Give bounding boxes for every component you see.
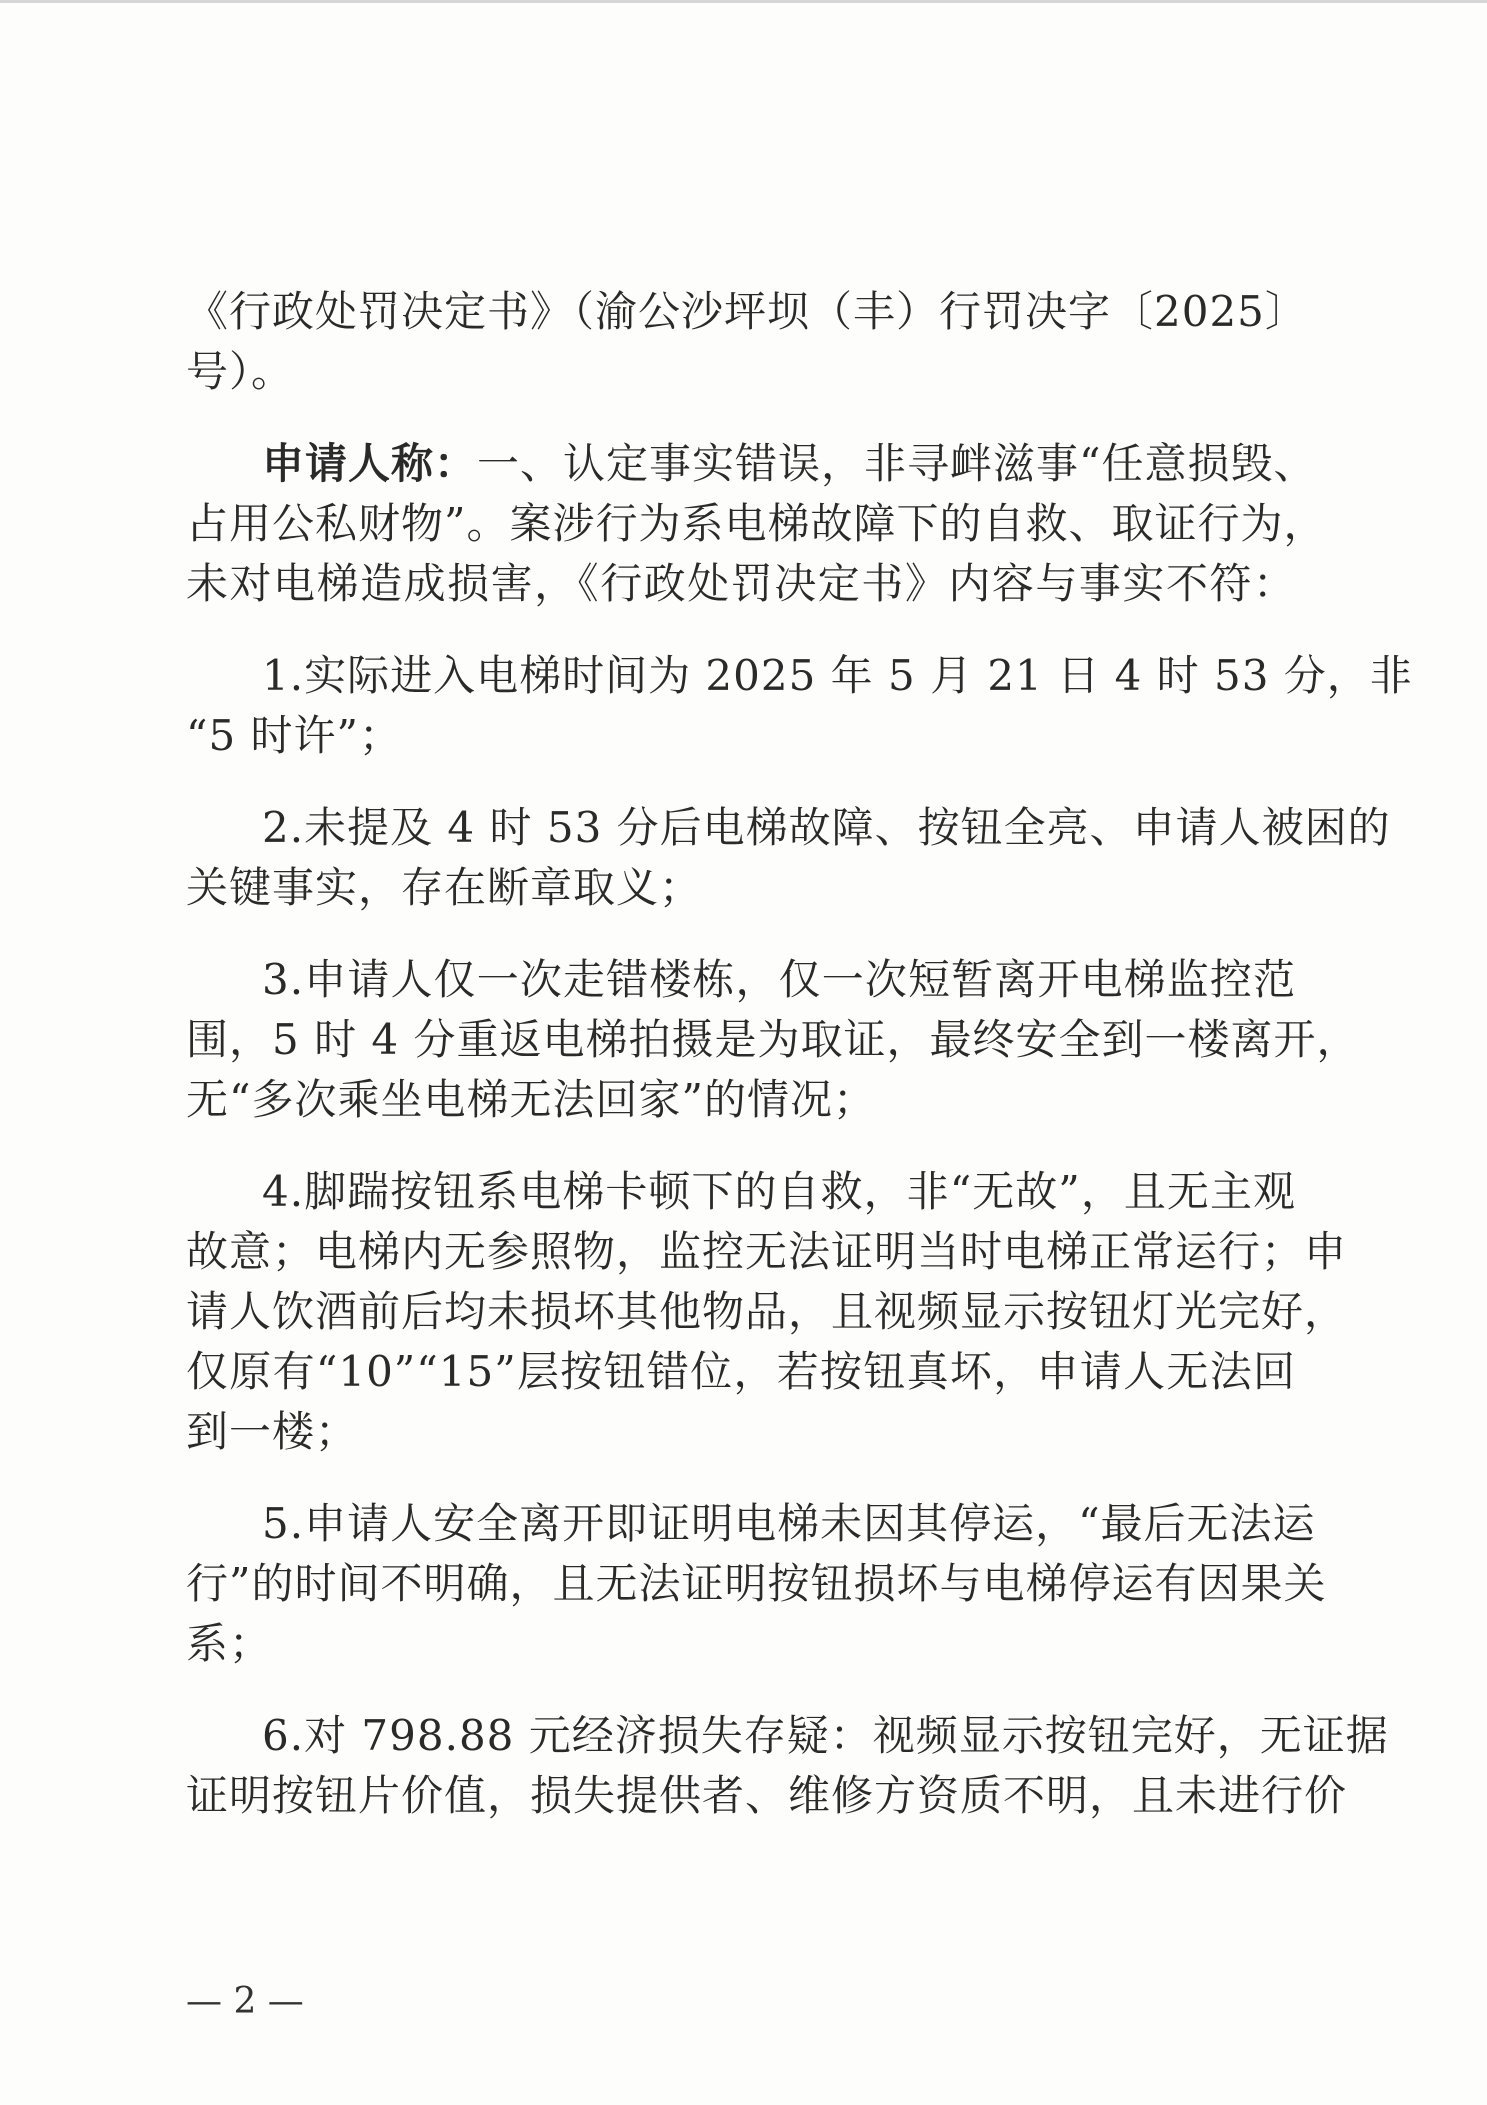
item-3-line: 3.申请人仅一次走错楼栋，仅一次短暂离开电梯监控范 bbox=[262, 955, 1296, 1004]
item-3-line: 无“多次乘坐电梯无法回家”的情况； bbox=[186, 1075, 876, 1124]
item-1-line: “5 时许”； bbox=[186, 711, 403, 760]
claim-paragraph-line: 占用公私财物”。案涉行为系电梯故障下的自救、取证行为， bbox=[186, 499, 1327, 548]
claim-heading: 申请人称： bbox=[262, 439, 478, 488]
claim-text: 一、认定事实错误，非寻衅滋事“任意损毁、 bbox=[477, 439, 1317, 488]
item-6-line: 6.对 798.88 元经济损失存疑：视频显示按钮完好，无证据 bbox=[262, 1711, 1389, 1760]
item-3-line: 围，5 时 4 分重返电梯拍摄是为取证，最终安全到一楼离开， bbox=[186, 1015, 1360, 1064]
item-2-line: 2.未提及 4 时 53 分后电梯故障、按钮全亮、申请人被困的 bbox=[262, 803, 1391, 852]
item-4-line: 到一楼； bbox=[186, 1407, 359, 1456]
document-body bbox=[186, 282, 1413, 1826]
item-1-line: 1.实际进入电梯时间为 2025 年 5 月 21 日 4 时 53 分，非 bbox=[262, 651, 1413, 700]
claim-paragraph-line: 未对电梯造成损害，《行政处罚决定书》内容与事实不符： bbox=[186, 559, 1296, 608]
item-6-line: 证明按钮片价值，损失提供者、维修方资质不明，且未进行价 bbox=[186, 1771, 1348, 1820]
item-4-line: 故意；电梯内无参照物，监控无法证明当时电梯正常运行；申 bbox=[186, 1227, 1348, 1276]
page-number: — 2 — bbox=[186, 1981, 304, 2022]
intro-line: 《行政处罚决定书》（渝公沙坪坝（丰）行罚决字〔2025〕 bbox=[186, 287, 1308, 336]
intro-line: 号）。 bbox=[186, 347, 295, 396]
claim-paragraph-line bbox=[186, 434, 1317, 494]
item-5-line: 行”的时间不明确，且无法证明按钮损坏与电梯停运有因果关 bbox=[186, 1559, 1327, 1608]
item-4-line: 4.脚踹按钮系电梯卡顿下的自救，非“无故”，且无主观 bbox=[262, 1167, 1296, 1216]
item-2-line: 关键事实，存在断章取义； bbox=[186, 863, 703, 912]
item-5-line: 系； bbox=[186, 1619, 273, 1668]
item-5-line: 5.申请人安全离开即证明电梯未因其停运，“最后无法运 bbox=[262, 1499, 1316, 1548]
top-edge-rule bbox=[0, 0, 1487, 3]
item-4-line: 仅原有“10”“15”层按钮错位，若按钮真坏，申请人无法回 bbox=[186, 1347, 1296, 1396]
item-4-line: 请人饮酒前后均未损坏其他物品，且视频显示按钮灯光完好， bbox=[186, 1287, 1348, 1336]
